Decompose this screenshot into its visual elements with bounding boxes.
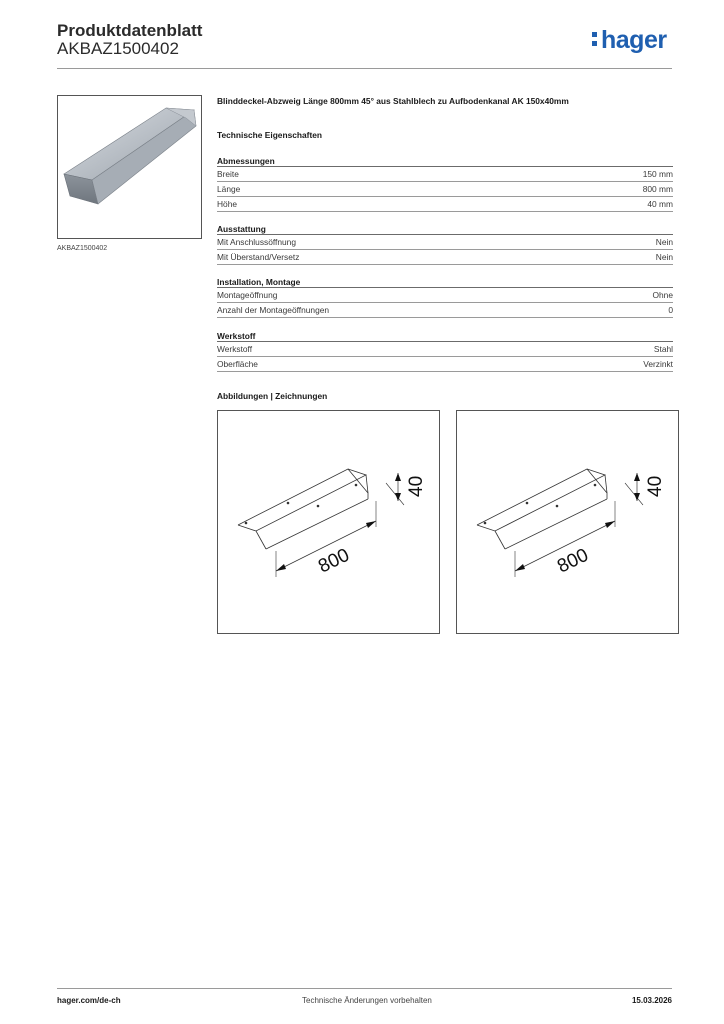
height-dimension-label: 40 [406,475,427,497]
product-image-caption: AKBAZ1500402 [57,245,108,252]
row-label: Anzahl der Montageöffnungen [217,305,330,315]
table-row [217,182,673,197]
row-value: 40 mm [647,199,673,209]
table-row [217,288,673,303]
technical-drawing-2 [456,410,679,634]
group-installation [217,276,673,318]
group-title: Ausstattung [217,223,673,235]
product-code: AKBAZ1500402 [57,39,179,58]
row-value: 150 mm [642,169,673,179]
row-value: Ohne [652,290,673,300]
row-label: Breite [217,169,239,179]
product-image [57,95,202,239]
table-row [217,342,673,357]
row-value: Nein [655,252,673,262]
group-title: Installation, Montage [217,276,673,288]
figures-heading: Abbildungen | Zeichnungen [217,391,328,401]
logo-text: hager [601,26,667,54]
table-row [217,250,673,265]
drawing-svg [218,411,439,633]
cover-plate-illustration [58,96,201,238]
length-dimension-label: 800 [315,544,353,578]
height-dimension-label: 40 [645,475,666,497]
row-label: Mit Anschlussöffnung [217,237,296,247]
footer-date: 15.03.2026 [631,996,672,1005]
table-row [217,235,673,250]
footer-notice: Technische Änderungen vorbehalten [302,996,432,1005]
group-title: Abmessungen [217,155,673,167]
product-description: Blinddeckel-Abzweig Länge 800mm 45° aus Stahlblech zu Aufbodenkanal AK 150x40mm [217,96,569,106]
row-value: Stahl [653,344,673,354]
row-label: Mit Überstand/Versetz [217,252,300,262]
hager-logo [592,26,667,55]
header-divider [57,68,672,69]
row-label: Höhe [217,199,238,209]
row-value: Nein [655,237,673,247]
row-label: Oberfläche [217,359,258,369]
row-value: Verzinkt [643,359,673,369]
technical-heading: Technische Eigenschaften [217,130,323,140]
drawing-svg [457,411,678,633]
length-dimension-label: 800 [554,544,592,578]
row-label: Werkstoff [217,344,253,354]
group-material [217,330,673,372]
row-value: 0 [668,305,673,315]
page-title: Produktdatenblatt [57,21,203,40]
logo-dots-icon [592,31,599,48]
group-title: Werkstoff [217,330,673,342]
footer-divider [57,988,672,989]
row-label: Montageöffnung [217,290,278,300]
group-dimensions [217,155,673,212]
group-equipment [217,223,673,265]
table-row [217,167,673,182]
table-row [217,303,673,318]
product-details [217,95,673,578]
table-row [217,197,673,212]
row-label: Länge [217,184,241,194]
row-value: 800 mm [642,184,673,194]
footer-website-link[interactable]: hager.com/de-ch [57,996,121,1005]
table-row [217,357,673,372]
technical-drawing-1 [217,410,440,634]
